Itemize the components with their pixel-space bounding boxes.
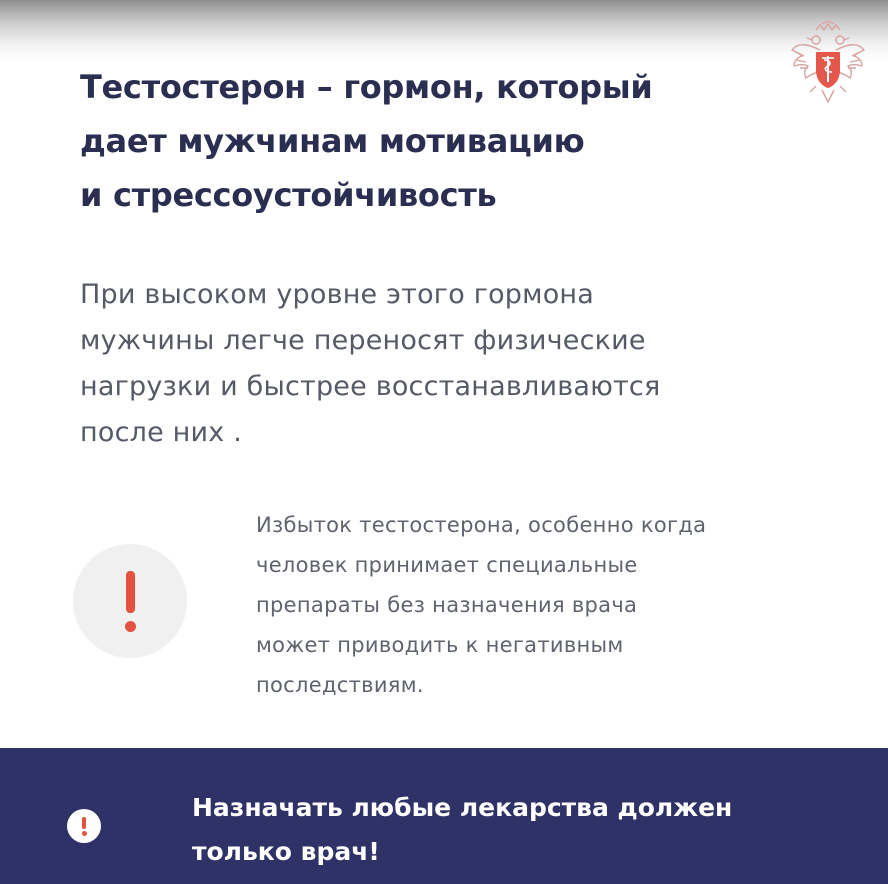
title-line: Тестостерон – гормон, который bbox=[80, 68, 653, 106]
lead-line: нагрузки и быстрее восстанавливаются bbox=[80, 371, 661, 402]
exclamation-dot bbox=[82, 831, 87, 836]
warning-line: человек принимает специальные bbox=[256, 553, 638, 577]
lead-line: мужчины легче переносят физические bbox=[80, 325, 646, 356]
banner-exclamation-icon bbox=[67, 809, 101, 843]
warning-line: последствиям. bbox=[256, 673, 424, 697]
lead-paragraph bbox=[80, 272, 840, 456]
warning-paragraph bbox=[256, 505, 856, 705]
exclamation-bar bbox=[126, 571, 135, 613]
top-shade bbox=[0, 0, 888, 60]
title-line: и стрессоустойчивость bbox=[80, 176, 497, 214]
lead-line: При высоком уровне этого гормона bbox=[80, 279, 595, 310]
exclamation-bar bbox=[82, 817, 86, 829]
lead-line: после них . bbox=[80, 417, 243, 448]
doctor-notice-banner bbox=[0, 748, 888, 884]
page-title bbox=[80, 60, 770, 222]
banner-line: только врач! bbox=[192, 837, 380, 866]
warning-exclamation-icon bbox=[73, 544, 187, 658]
warning-line: препараты без назначения врача bbox=[256, 593, 638, 617]
exclamation-dot bbox=[125, 621, 136, 632]
warning-line: Избыток тестостерона, особенно когда bbox=[256, 513, 707, 537]
title-line: дает мужчинам мотивацию bbox=[80, 122, 585, 160]
banner-text bbox=[192, 786, 852, 874]
ministry-emblem-icon bbox=[786, 20, 870, 108]
warning-line: может приводить к негативным bbox=[256, 633, 624, 657]
banner-line: Назначать любые лекарства должен bbox=[192, 793, 733, 822]
